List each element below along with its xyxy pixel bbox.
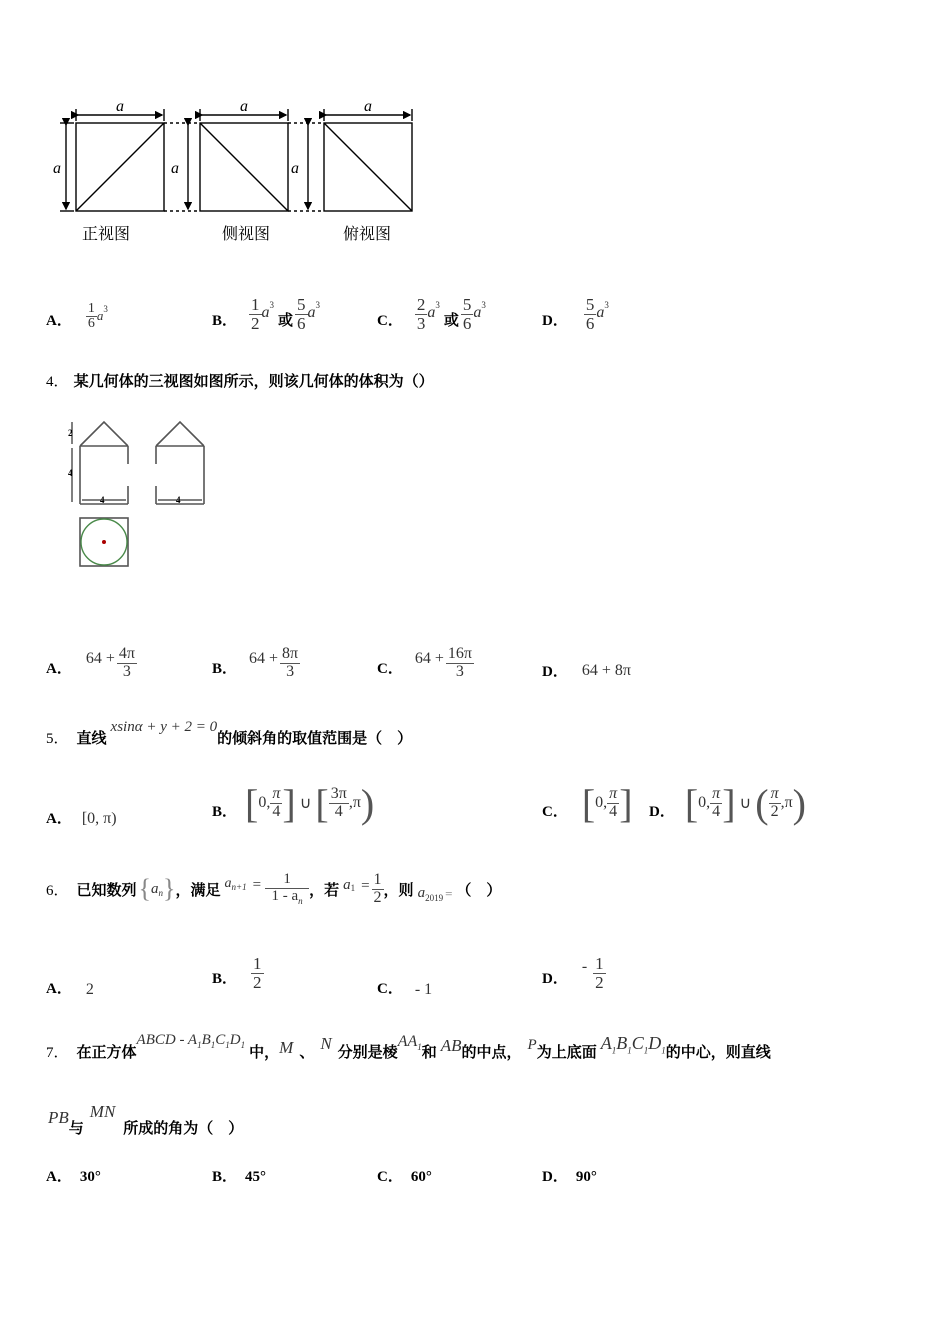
recurrence-fraction: [265, 872, 309, 906]
expression-base: 64 +: [85, 650, 115, 667]
q5-option-d[interactable]: [649, 778, 806, 828]
subscript: 1: [643, 1046, 649, 1056]
dim-label-height-2: a: [171, 160, 179, 177]
question-text-3: 、: [299, 1043, 315, 1061]
question-number: 4．: [46, 374, 69, 390]
numerator: 16π: [447, 645, 472, 663]
question-number: 7．: [46, 1045, 69, 1061]
subscript: 1: [417, 1042, 422, 1052]
variable: a: [427, 304, 436, 321]
option-letter: C．: [377, 313, 403, 329]
cube-vertex: C: [215, 1032, 226, 1048]
face-name: [601, 1033, 666, 1056]
denominator-subscript: n: [298, 895, 303, 906]
dim-label-side: a: [240, 98, 248, 115]
right-bracket-icon: ]: [619, 780, 633, 826]
left-bracket-icon: [: [245, 780, 259, 826]
option-letter: D．: [542, 971, 568, 987]
exponent: 3: [604, 300, 609, 310]
exponent: 3: [481, 300, 486, 310]
cube-name: [137, 1032, 246, 1050]
fraction: [86, 302, 97, 332]
q6-stem: [46, 862, 501, 916]
q7-stem-line2: [48, 1100, 243, 1140]
option-letter: B．: [212, 803, 238, 820]
face-vertex: D: [648, 1033, 662, 1054]
face-vertex: A: [600, 1033, 612, 1054]
expression: 2: [85, 981, 94, 998]
recurrence-lhs-subscript: n+1: [231, 882, 247, 892]
dim-label-bottom-1: 4: [100, 495, 105, 505]
question-text-prefix: 直线: [76, 729, 107, 747]
q3-option-d[interactable]: [542, 284, 609, 336]
initial-fraction: [372, 872, 384, 907]
interval-end: ,π: [348, 794, 361, 811]
equals-sign: =: [252, 876, 262, 893]
interval-start: 0,: [258, 794, 271, 811]
subscript: 1: [210, 1040, 216, 1050]
expression: [0, π): [81, 810, 117, 827]
fraction: [584, 296, 597, 333]
subscript: 1: [225, 1040, 230, 1050]
numerator: 1: [253, 954, 262, 974]
q4-option-c[interactable]: [377, 636, 474, 684]
edge-ab: AB: [440, 1036, 462, 1055]
union-symbol: ∪: [299, 795, 312, 812]
expression-base: 64 +: [249, 650, 279, 667]
fraction: [607, 786, 619, 821]
denominator: [269, 889, 304, 906]
denominator: 2: [253, 973, 262, 993]
question-text-2: ，满足: [175, 880, 221, 899]
numerator: 8π: [282, 645, 299, 663]
denominator: 3: [122, 663, 131, 681]
numerator: 4π: [118, 645, 135, 663]
option-letter: A．: [46, 1169, 72, 1185]
option-letter: C．: [377, 1169, 403, 1185]
q7-option-d[interactable]: [542, 1165, 597, 1186]
option-letter: B．: [212, 971, 238, 987]
line-pb: PB: [48, 1108, 69, 1127]
interval-end: ,π: [780, 794, 793, 811]
q5-option-c[interactable]: [542, 778, 633, 828]
q5-option-a[interactable]: [46, 806, 117, 828]
dim-label-side: 4: [68, 468, 73, 478]
fraction: [280, 646, 300, 681]
q3-option-a[interactable]: [46, 292, 108, 336]
right-paren-icon: ): [792, 780, 806, 826]
variable: a: [307, 304, 316, 321]
target-term: a: [417, 884, 426, 901]
denominator: 4: [334, 802, 343, 820]
question-text-1: 在正方体: [76, 1043, 137, 1061]
dim-label-front: a: [116, 98, 124, 115]
right-paren-icon: ): [360, 780, 375, 826]
q4-option-a[interactable]: [46, 636, 137, 684]
option-letter: C．: [542, 803, 568, 820]
q7-stem-line1: [46, 1030, 771, 1064]
union-symbol: ∪: [739, 795, 752, 812]
numerator: 2: [416, 295, 426, 315]
q4-option-b[interactable]: [212, 636, 300, 684]
subscript: 1: [627, 1046, 632, 1056]
q3-option-c[interactable]: [377, 284, 486, 336]
initial-term-subscript: 1: [350, 883, 356, 893]
or-text: 或: [278, 311, 294, 329]
question-text: 某几何体的三视图如图所示，则该几何体的体积为（）: [73, 372, 434, 390]
numerator: 1: [251, 295, 260, 315]
three-view-figure-q4: [64, 414, 214, 574]
denominator-text: 1 - a: [271, 887, 299, 904]
option-letter: D．: [542, 664, 568, 680]
fraction-1: [270, 786, 282, 821]
option-letter: D．: [649, 803, 675, 820]
equals-sign: =: [445, 886, 453, 901]
question-text-suffix: 的倾斜角的取值范围是（ ）: [217, 729, 413, 747]
point-p: P: [527, 1037, 537, 1053]
question-text-9: 与: [68, 1119, 84, 1137]
dim-label-height-1: a: [53, 160, 61, 177]
subscript: 1: [197, 1040, 202, 1050]
fraction: [593, 955, 606, 992]
view-label-side: 侧视图: [222, 224, 271, 243]
question-text-5: （ ）: [456, 880, 502, 899]
fraction: [117, 646, 137, 681]
option-letter: B．: [212, 1169, 238, 1185]
view-label-front: 正视图: [82, 224, 131, 243]
denominator: 4: [609, 802, 618, 820]
fraction-2: [769, 786, 781, 821]
equals-sign: =: [361, 877, 370, 894]
numerator: 1: [373, 870, 382, 888]
q4-option-d[interactable]: [542, 660, 631, 681]
question-text-4: ，则: [383, 880, 414, 899]
option-letter: C．: [377, 661, 403, 677]
view-label-top: 俯视图: [343, 224, 392, 243]
numerator: π: [712, 784, 721, 802]
fraction-1: [249, 296, 262, 333]
denominator: 4: [712, 802, 721, 820]
line-mn: MN: [89, 1102, 116, 1121]
fraction: [446, 646, 474, 681]
equation: xsinα + y + 2 = 0: [110, 719, 218, 735]
denominator: 6: [87, 316, 95, 332]
option-value: 45°: [245, 1169, 267, 1185]
numerator: π: [272, 784, 281, 802]
exponent: 3: [269, 300, 275, 310]
fraction-1: [415, 296, 428, 333]
point-m: M: [279, 1038, 294, 1057]
q7-option-c[interactable]: [377, 1165, 432, 1186]
q5-option-b[interactable]: [212, 778, 374, 828]
denominator: 2: [595, 973, 604, 993]
face-vertex: C: [631, 1033, 644, 1054]
q6-option-c[interactable]: [377, 975, 432, 999]
exponent: 3: [435, 300, 440, 310]
left-brace-icon: {: [138, 874, 152, 903]
fraction-2: [461, 296, 474, 333]
question-text-2: 中，: [249, 1043, 280, 1061]
variable: a: [473, 304, 482, 321]
q7-option-b[interactable]: [212, 1165, 266, 1186]
dim-label-top: 2: [68, 428, 73, 438]
interval-start: 0,: [595, 794, 608, 811]
question-number: 6．: [46, 882, 69, 899]
cube-vertex: ABCD - A: [136, 1032, 198, 1048]
fraction-1: [710, 786, 722, 821]
numerator: 1: [265, 872, 309, 889]
question-text-6: 的中点，: [461, 1043, 522, 1061]
option-letter: A．: [46, 810, 72, 827]
target-term-subscript: 2019: [425, 893, 444, 903]
option-letter: C．: [377, 980, 403, 997]
denominator: 3: [455, 663, 464, 681]
face-vertex: B: [616, 1033, 628, 1054]
variable: a: [261, 304, 270, 321]
left-bracket-icon: [: [684, 780, 699, 826]
option-letter: D．: [542, 1169, 568, 1185]
edge-text: AA: [397, 1032, 418, 1050]
expression-base: 64 +: [414, 650, 444, 667]
denominator: 2: [373, 888, 382, 906]
numerator: π: [770, 784, 779, 802]
question-text-4: 分别是棱: [337, 1043, 398, 1061]
subscript: 1: [240, 1040, 246, 1050]
sequence-subscript: n: [158, 888, 164, 898]
option-letter: B．: [212, 313, 238, 329]
denominator: 3: [286, 663, 295, 681]
dim-label-height-3: a: [291, 160, 299, 177]
q6-option-d[interactable]: [542, 946, 606, 994]
q6-option-a[interactable]: [46, 975, 94, 999]
interval-start: 0,: [698, 794, 711, 811]
question-text-3: ，若: [309, 880, 340, 899]
denominator: 2: [251, 314, 260, 334]
q3-option-b[interactable]: [212, 284, 320, 336]
question-number: 5．: [46, 731, 69, 747]
denominator: 6: [297, 314, 306, 334]
option-letter: A．: [46, 661, 72, 677]
edge-aa1: [398, 1033, 422, 1052]
right-brace-icon: }: [163, 874, 176, 903]
q6-option-b[interactable]: [212, 946, 264, 994]
subscript: 1: [611, 1046, 617, 1056]
question-text-10: 所成的角为（ ）: [123, 1119, 244, 1137]
question-text-1: 已知数列: [76, 880, 137, 899]
dim-label-top: a: [364, 98, 372, 115]
left-bracket-icon: [: [315, 780, 329, 826]
numerator: 5: [297, 295, 306, 315]
option-value: 90°: [575, 1169, 597, 1185]
numerator: 5: [462, 295, 472, 315]
option-value: 60°: [410, 1169, 432, 1185]
fraction: [251, 955, 264, 992]
question-text-7: 为上底面: [536, 1043, 597, 1061]
denominator: 4: [272, 802, 281, 820]
numerator: 1: [87, 300, 95, 316]
or-text: 或: [443, 311, 459, 329]
option-letter: D．: [542, 313, 568, 329]
recurrence-lhs: a: [224, 876, 232, 891]
denominator: 3: [416, 314, 426, 334]
right-bracket-icon: ]: [722, 780, 736, 826]
initial-term: a: [343, 876, 351, 893]
cube-vertex: D: [229, 1032, 241, 1048]
variable: a: [96, 308, 104, 323]
expression: 64 + 8π: [581, 661, 631, 679]
variable: a: [596, 304, 605, 321]
subscript: 1: [661, 1046, 666, 1056]
left-bracket-icon: [: [581, 780, 596, 826]
option-value: 30°: [79, 1169, 101, 1185]
option-letter: A．: [46, 980, 72, 997]
exponent: 3: [103, 304, 108, 314]
numerator: 3π: [330, 784, 347, 802]
denominator: 2: [770, 802, 779, 820]
numerator: 1: [595, 954, 604, 974]
point-n: N: [320, 1034, 332, 1053]
minus-sign: -: [581, 958, 588, 975]
exponent: 3: [315, 300, 321, 310]
option-letter: B．: [212, 661, 238, 677]
dim-label-bottom-2: 4: [176, 495, 181, 505]
sequence-name: a: [151, 880, 159, 897]
left-paren-icon: (: [755, 780, 769, 826]
denominator: 6: [585, 314, 595, 334]
cube-vertex: B: [201, 1032, 211, 1048]
numerator: 5: [585, 295, 595, 315]
q5-stem: [46, 718, 412, 748]
option-letter: A．: [46, 313, 72, 329]
q7-option-a[interactable]: [46, 1165, 101, 1186]
question-text-8: 的中心，则直线: [665, 1043, 771, 1061]
right-bracket-icon: ]: [282, 780, 296, 826]
q4-stem: [46, 370, 434, 391]
denominator: 6: [462, 314, 472, 334]
numerator: π: [609, 784, 618, 802]
fraction-2: [295, 296, 308, 333]
question-text-5: 和: [421, 1043, 437, 1061]
fraction-2: [329, 786, 349, 821]
expression: - 1: [414, 981, 433, 998]
